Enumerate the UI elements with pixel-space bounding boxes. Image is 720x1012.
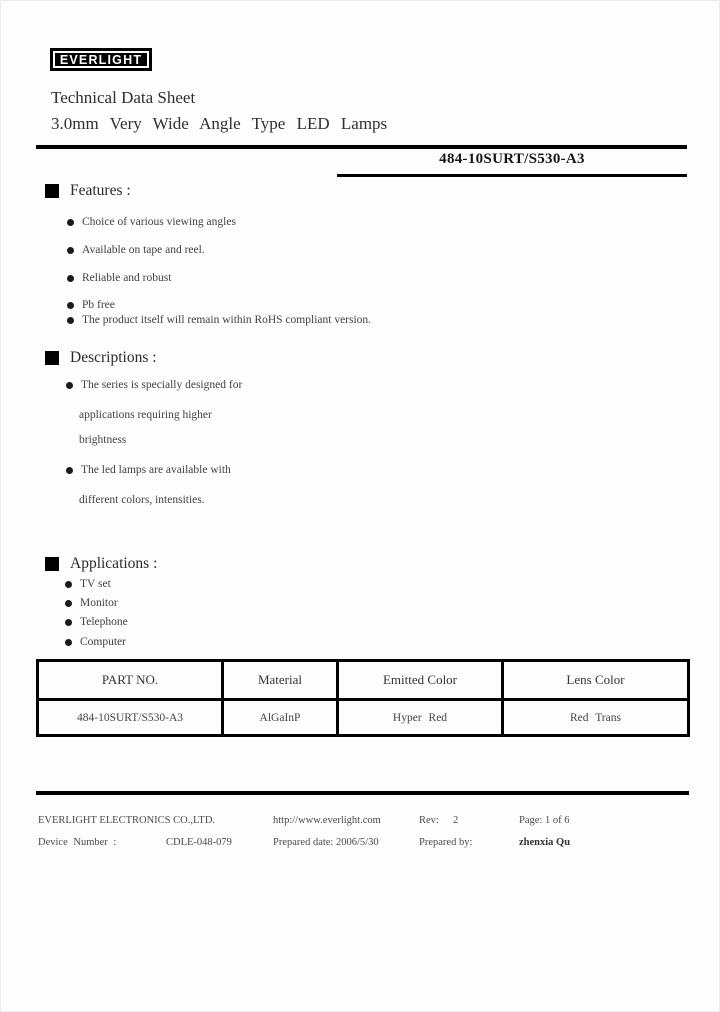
description-item-label: The led lamps are available with [81,464,231,476]
application-item-label: Telephone [80,616,128,628]
application-item-label: TV set [80,578,111,590]
feature-item [67,216,236,228]
footer-company: EVERLIGHT ELECTRONICS CO.,LTD. [38,815,216,826]
description-item-continuation: applications requiring higher [79,409,212,421]
section-marker-icon [45,557,59,571]
part-number: 484-10SURT/S530-A3 [439,151,585,167]
features-heading-label: Features : [70,182,131,199]
section-marker-icon [45,351,59,365]
descriptions-heading-label: Descriptions : [70,349,157,366]
description-item [66,464,231,476]
footer-page-info: Page: 1 of 6 [519,815,570,826]
bullet-icon [67,247,74,254]
footer-device-number-value: CDLE-048-079 [166,837,232,848]
everlight-logo [53,51,149,68]
feature-item [67,244,205,256]
spec-table [36,659,690,737]
application-item [65,636,126,648]
doc-subtitle: 3.0mm Very Wide Angle Type LED Lamps [51,114,388,133]
doc-title: Technical Data Sheet [51,88,196,107]
description-item [66,379,242,391]
footer-divider [36,791,689,795]
bullet-icon [65,581,72,588]
bullet-icon [65,619,72,626]
descriptions-heading [45,349,157,367]
spec-table-row [38,700,689,736]
bullet-icon [67,219,74,226]
description-item-label: The series is specially designed for [81,379,243,391]
application-item [65,578,111,590]
feature-item [67,314,371,326]
footer-website: http://www.everlight.com [273,815,381,826]
features-heading [45,182,131,200]
part-number-underline [337,174,687,177]
footer-rev-label: Rev: [419,815,439,826]
footer-prepared-date-label: Prepared date: [273,837,334,848]
footer-prepared-date-value: 2006/5/30 [335,837,379,848]
footer-device-number-label: Device Number : [38,837,117,848]
everlight-logo-text: EVERLIGHT [59,52,143,67]
feature-item-label: Choice of various viewing angles [82,216,236,228]
footer-prepared-by-label: Prepared by: [419,837,473,848]
spec-cell-lens-color: Red Trans [503,700,689,736]
bullet-icon [66,382,73,389]
feature-item-label: Available on tape and reel. [82,244,205,256]
spec-cell-part-no: 484-10SURT/S530-A3 [38,700,223,736]
spec-table-header-part-no: PART NO. [38,661,223,700]
spec-cell-emitted-color: Hyper Red [338,700,503,736]
bullet-icon [67,302,74,309]
feature-item-label: Reliable and robust [82,272,172,284]
footer-prepared-date [273,837,379,848]
spec-cell-material: AlGaInP [223,700,338,736]
description-item-continuation: brightness [79,434,127,446]
bullet-icon [66,467,73,474]
header-divider [36,145,687,149]
applications-heading [45,555,157,573]
application-item [65,616,128,628]
spec-table-header-lens-color: Lens Color [503,661,689,700]
feature-item [67,272,171,284]
bullet-icon [65,600,72,607]
feature-item-label: The product itself will remain within RoHS compliant version. [82,314,372,326]
application-item-label: Computer [80,636,126,648]
feature-item-label: Pb free [82,299,115,311]
applications-heading-label: Applications : [70,555,158,572]
bullet-icon [67,275,74,282]
feature-item [67,299,115,311]
bullet-icon [67,317,74,324]
spec-table-header-row [38,661,689,700]
bullet-icon [65,639,72,646]
description-item-continuation: different colors, intensities. [79,494,205,506]
application-item-label: Monitor [80,597,118,609]
spec-table-header-material: Material [223,661,338,700]
application-item [65,597,118,609]
footer-prepared-by-value: zhenxia Qu [519,837,571,848]
spec-table-header-emitted-color: Emitted Color [338,661,503,700]
section-marker-icon [45,184,59,198]
footer-rev-value: 2 [453,815,459,826]
